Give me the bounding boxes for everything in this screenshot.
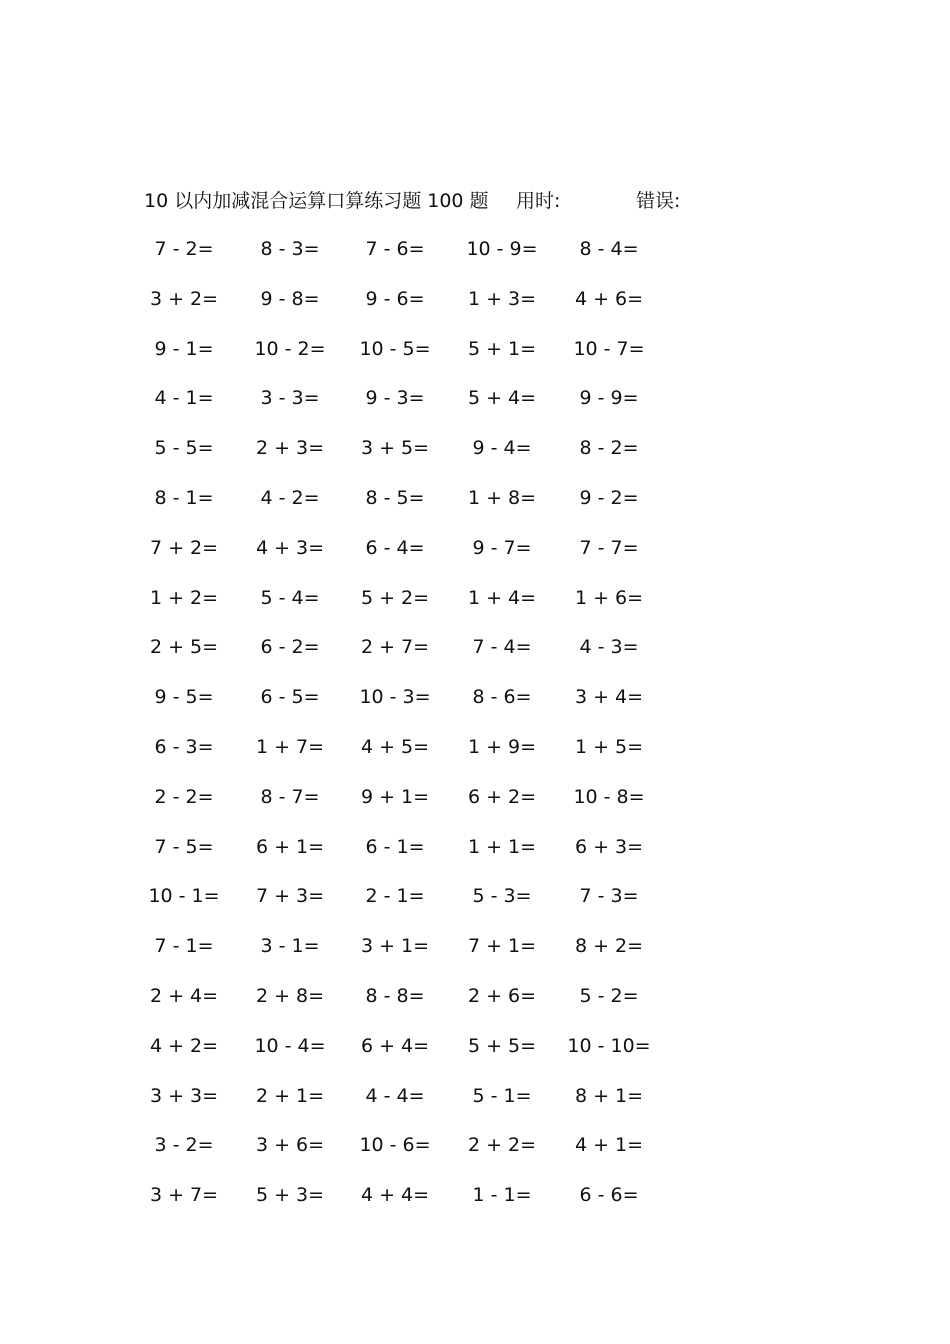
problem-cell: 8 - 8=: [365, 984, 425, 1007]
problem-row: [0, 831, 950, 881]
problem-cell: 6 - 5=: [260, 686, 320, 709]
problem-row: [0, 1129, 950, 1179]
problem-grid: [0, 233, 950, 1229]
problem-cell: 7 + 2=: [149, 536, 219, 559]
error-label: 错误:: [636, 190, 681, 212]
problem-cell: 10 - 10=: [567, 1034, 651, 1057]
problem-cell: 7 - 6=: [365, 238, 425, 260]
worksheet-title: 10 以内加减混合运算口算练习题 100 题: [144, 190, 489, 212]
problem-cell: 4 + 3=: [255, 536, 325, 559]
problem-cell: 6 + 4=: [360, 1034, 430, 1057]
problem-cell: 7 + 3=: [255, 885, 325, 908]
problem-cell: 1 + 4=: [467, 586, 537, 609]
problem-cell: 9 - 5=: [154, 686, 214, 709]
problem-cell: 10 - 8=: [573, 785, 645, 808]
problem-row: [0, 283, 950, 333]
problem-cell: 9 + 1=: [360, 785, 430, 808]
problem-cell: 3 + 2=: [149, 287, 219, 310]
problem-cell: 5 + 5=: [467, 1034, 537, 1057]
problem-cell: 9 - 6=: [365, 287, 425, 310]
problem-cell: 5 - 1=: [472, 1084, 532, 1107]
problem-cell: 10 - 7=: [573, 337, 645, 360]
problem-cell: 3 + 5=: [360, 437, 430, 460]
problem-cell: 6 - 2=: [260, 636, 320, 659]
problem-cell: 10 - 3=: [359, 686, 431, 709]
problem-cell: 4 + 1=: [574, 1134, 644, 1157]
problem-cell: 4 - 1=: [154, 387, 214, 410]
problem-cell: 2 + 1=: [255, 1084, 325, 1107]
problem-cell: 3 + 7=: [149, 1184, 219, 1207]
problem-cell: 10 - 4=: [254, 1034, 326, 1057]
problem-row: [0, 781, 950, 831]
time-label: 用时:: [516, 190, 561, 212]
problem-cell: 2 + 3=: [255, 437, 325, 460]
problem-cell: 8 - 7=: [260, 785, 320, 808]
problem-cell: 8 - 6=: [472, 686, 532, 709]
problem-cell: 8 - 2=: [579, 437, 639, 460]
problem-row: [0, 482, 950, 532]
problem-cell: 5 + 1=: [467, 337, 537, 360]
problem-cell: 3 + 6=: [255, 1134, 325, 1157]
problem-cell: 4 - 4=: [365, 1084, 425, 1107]
problem-cell: 5 - 3=: [472, 885, 532, 908]
problem-cell: 9 - 3=: [365, 387, 425, 410]
problem-cell: 1 + 8=: [467, 486, 537, 509]
problem-cell: 5 + 4=: [467, 387, 537, 410]
problem-cell: 4 + 6=: [574, 287, 644, 310]
problem-cell: 8 - 5=: [365, 486, 425, 509]
problem-cell: 8 + 1=: [574, 1084, 644, 1107]
problem-cell: 3 + 3=: [149, 1084, 219, 1107]
problem-row: [0, 731, 950, 781]
problem-cell: 9 - 8=: [260, 287, 320, 310]
problem-cell: 9 - 7=: [472, 536, 532, 559]
problem-row: [0, 880, 950, 930]
problem-cell: 1 + 3=: [467, 287, 537, 310]
problem-row: [0, 1030, 950, 1080]
problem-row: [0, 532, 950, 582]
problem-cell: 8 - 4=: [579, 238, 639, 260]
problem-cell: 3 - 3=: [260, 387, 320, 410]
problem-row: [0, 930, 950, 980]
problem-cell: 3 - 1=: [260, 935, 320, 958]
problem-row: [0, 1080, 950, 1130]
problem-cell: 8 - 3=: [260, 238, 320, 260]
problem-cell: 9 - 4=: [472, 437, 532, 460]
problem-cell: 10 - 6=: [359, 1134, 431, 1157]
problem-cell: 5 - 5=: [154, 437, 214, 460]
problem-cell: 2 + 2=: [467, 1134, 537, 1157]
problem-cell: 1 + 9=: [467, 735, 537, 758]
problem-cell: 6 - 6=: [579, 1184, 639, 1207]
problem-cell: 6 + 1=: [255, 835, 325, 858]
problem-cell: 10 - 2=: [254, 337, 326, 360]
problem-cell: 3 + 1=: [360, 935, 430, 958]
problem-cell: 7 - 2=: [154, 238, 214, 260]
problem-cell: 5 - 4=: [260, 586, 320, 609]
problem-row: [0, 382, 950, 432]
problem-cell: 9 - 2=: [579, 486, 639, 509]
problem-cell: 1 - 1=: [472, 1184, 532, 1207]
problem-cell: 10 - 1=: [148, 885, 220, 908]
problem-cell: 10 - 5=: [359, 337, 431, 360]
problem-cell: 4 - 3=: [579, 636, 639, 659]
problem-row: [0, 980, 950, 1030]
problem-cell: 9 - 1=: [154, 337, 214, 360]
problem-cell: 1 + 5=: [574, 735, 644, 758]
problem-row: [0, 333, 950, 383]
problem-row: [0, 681, 950, 731]
problem-cell: 3 - 2=: [154, 1134, 214, 1157]
problem-cell: 1 + 2=: [149, 586, 219, 609]
problem-cell: 7 - 7=: [579, 536, 639, 559]
problem-row: [0, 1179, 950, 1229]
problem-cell: 7 - 5=: [154, 835, 214, 858]
problem-row: [0, 432, 950, 482]
problem-row: [0, 233, 950, 283]
problem-cell: 5 + 3=: [255, 1184, 325, 1207]
problem-row: [0, 631, 950, 681]
problem-cell: 2 - 2=: [154, 785, 214, 808]
problem-cell: 4 + 4=: [360, 1184, 430, 1207]
problem-cell: 7 + 1=: [467, 935, 537, 958]
problem-cell: 6 + 2=: [467, 785, 537, 808]
problem-cell: 7 - 1=: [154, 935, 214, 958]
problem-cell: 2 + 5=: [149, 636, 219, 659]
problem-cell: 2 + 4=: [149, 984, 219, 1007]
problem-cell: 1 + 7=: [255, 735, 325, 758]
problem-cell: 8 - 1=: [154, 486, 214, 509]
problem-cell: 4 - 2=: [260, 486, 320, 509]
problem-cell: 5 - 2=: [579, 984, 639, 1007]
problem-cell: 2 + 8=: [255, 984, 325, 1007]
problem-cell: 4 + 5=: [360, 735, 430, 758]
problem-cell: 8 + 2=: [574, 935, 644, 958]
problem-cell: 4 + 2=: [149, 1034, 219, 1057]
problem-cell: 7 - 3=: [579, 885, 639, 908]
problem-cell: 3 + 4=: [574, 686, 644, 709]
problem-cell: 10 - 9=: [466, 238, 538, 260]
problem-cell: 2 - 1=: [365, 885, 425, 908]
problem-cell: 2 + 6=: [467, 984, 537, 1007]
problem-cell: 1 + 1=: [467, 835, 537, 858]
problem-row: [0, 582, 950, 632]
problem-cell: 6 - 1=: [365, 835, 425, 858]
problem-cell: 1 + 6=: [574, 586, 644, 609]
problem-cell: 6 - 3=: [154, 735, 214, 758]
problem-cell: 7 - 4=: [472, 636, 532, 659]
problem-cell: 6 + 3=: [574, 835, 644, 858]
problem-cell: 6 - 4=: [365, 536, 425, 559]
problem-cell: 2 + 7=: [360, 636, 430, 659]
problem-cell: 5 + 2=: [360, 586, 430, 609]
problem-cell: 9 - 9=: [579, 387, 639, 410]
